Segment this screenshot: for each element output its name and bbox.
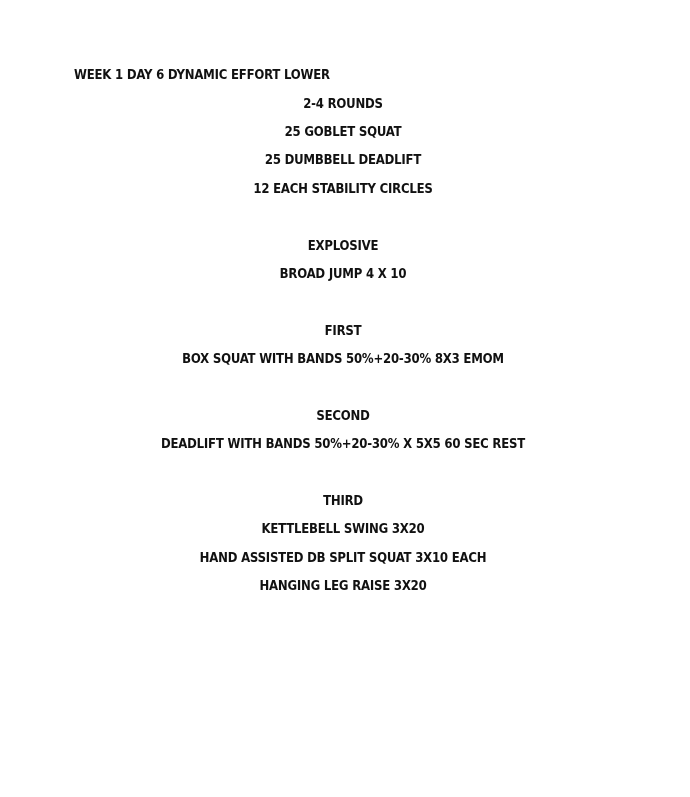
explosive-heading: EXPLOSIVE: [307, 239, 379, 254]
first-heading: FIRST: [324, 324, 362, 339]
workout-title: WEEK 1 DAY 6 DYNAMIC EFFORT LOWER: [74, 68, 330, 83]
third-item-kettlebell-swing: KETTLEBELL SWING 3X20: [261, 522, 425, 537]
warmup-rounds: 2-4 ROUNDS: [303, 97, 383, 112]
third-heading: THIRD: [323, 494, 363, 509]
warmup-item-stability-circles: 12 EACH STABILITY CIRCLES: [253, 182, 433, 197]
warmup-item-goblet-squat: 25 GOBLET SQUAT: [284, 125, 402, 140]
second-item-deadlift: DEADLIFT WITH BANDS 50%+20-30% X 5X5 60 SEC REST: [160, 437, 525, 452]
warmup-item-dumbbell-deadlift: 25 DUMBBELL DEADLIFT: [264, 153, 422, 168]
first-item-box-squat: BOX SQUAT WITH BANDS 50%+20-30% 8X3 EMOM: [182, 352, 504, 367]
third-item-hanging-leg-raise: HANGING LEG RAISE 3X20: [259, 579, 427, 594]
explosive-item-broad-jump: BROAD JUMP 4 X 10: [279, 267, 407, 282]
third-item-split-squat: HAND ASSISTED DB SPLIT SQUAT 3X10 EACH: [199, 551, 487, 566]
second-heading: SECOND: [316, 409, 370, 424]
